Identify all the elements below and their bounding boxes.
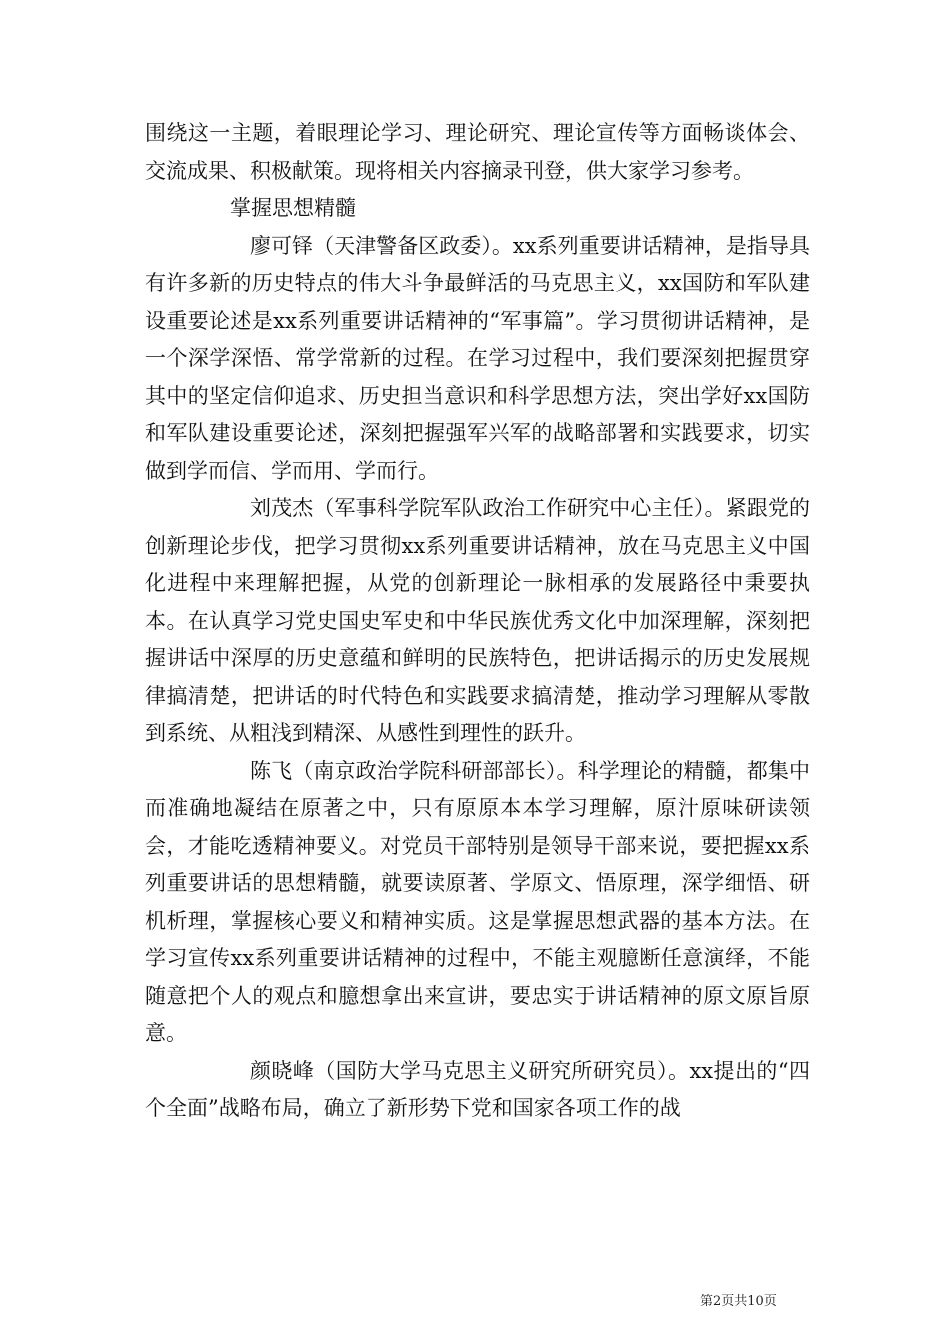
section-heading: 掌握思想精髓 — [230, 196, 356, 220]
paragraph-liu-maojie: 刘茂杰（军事科学院军队政治工作研究中心主任）。紧跟党的创新理论步伐，把学习贯彻xx系列重要讲话精神，放在马克思主义中国化进程中来理解把握，从党的创新理论一脉相承的发展路径中秉要执本。在认真学习党史国史军史和中华民族优秀文化中加深理解，深刻把握讲话中深厚的历史意蕴和鲜明的民族特色，把讲话揭示的历史发展规律搞清楚，把讲话的时代特色和实践要求搞清楚，推动学习理解从零散到系统、从粗浅到精深、从感性到理性的跃升。 — [145, 496, 810, 745]
document-body — [145, 115, 810, 1128]
paragraph-chen-fei: 陈飞（南京政治学院科研部部长）。科学理论的精髓，都集中而准确地凝结在原著之中，只有原原本本学习理解，原汁原味研读领会，才能吃透精神要义。对党员干部特别是领导干部来说，要把握xx系列重要讲话的思想精髓，就要读原著、学原文、悟原理，深学细悟、研机析理，掌握核心要义和精神实质。这是掌握思想武器的基本方法。在学习宣传xx系列重要讲话精神的过程中，不能主观臆断任意演绎，不能随意把个人的观点和臆想拿出来宣讲，要忠实于讲话精神的原文原旨原意。 — [145, 758, 810, 1045]
paragraph-yan-xiaofeng: 颜晓峰（国防大学马克思主义研究所研究员）。xx提出的“四个全面”战略布局，确立了新形势下党和国家各项工作的战 — [145, 1058, 810, 1120]
intro-paragraph: 围绕这一主题，着眼理论学习、理论研究、理论宣传等方面畅谈体会、交流成果、积极献策。现将相关内容摘录刊登，供大家学习参考。 — [145, 121, 810, 183]
paragraph-liao-keduo: 廖可铎（天津警备区政委）。xx系列重要讲话精神，是指导具有许多新的历史特点的伟大斗争最鲜活的马克思主义，xx国防和军队建设重要论述是xx系列重要讲话精神的“军事篇”。学习贯彻讲话精神，是一个深学深悟、常学常新的过程。在学习过程中，我们要深刻把握贯穿其中的坚定信仰追求、历史担当意识和科学思想方法，突出学好xx国防和军队建设重要论述，深刻把握强军兴军的战略部署和实践要求，切实做到学而信、学而用、学而行。 — [145, 233, 810, 483]
page-number-footer: 第2页共10页 — [700, 1294, 777, 1309]
